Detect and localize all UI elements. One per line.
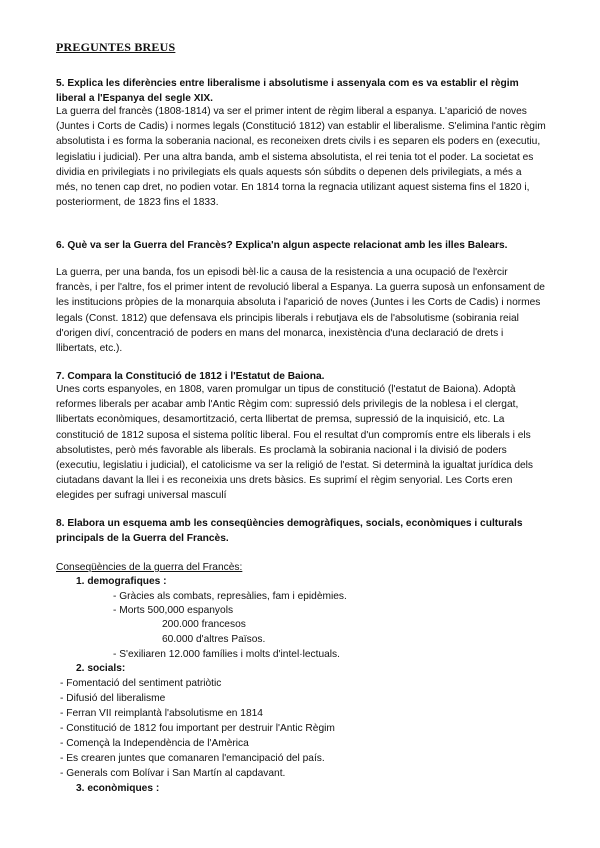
list-item: - Generals com Bolívar i San Martín al capdavant. [60,768,286,779]
answer-7: Unes corts espanyoles, en 1808, varen promulgar un tipus de constitució (l'estatut de Baiona). Adoptà reformes liberals per acabar amb l'Antic Règim com: supressió dels privilegis de la noblesa i el clergat, llibertats econòmiques, desamortització, certa llibertat de premsa, supressió de la inquisició, etc. La constitució de 1812 suposa el sistema polític liberal. Fou el resultat d'un compromís entre els liberals i els absolutistes, però més favorable als liberals. Es proclamà la sobirania nacional i la divisió de poders (executiu, legislatiu i judicial), el catolicisme va ser la religió de l'estat. Si determinà la igualtat jurídica dels ciutadans davant la llei i es reconeixia uns drets bàsics. Es suprimí el règim senyorial. Les Corts eren elegides per sufragi universal masculí [56,384,534,502]
list-item: - Començà la Independència de l'Amèrica [60,738,249,749]
list-item: - Gràcies als combats, represàlies, fam i epidèmies. [113,591,347,602]
question-7: 7. Compara la Constitució de 1812 i l'Estatut de Baiona. [56,371,325,382]
list-item: 200.000 francesos [162,619,246,630]
list-item: - Difusió del liberalisme [60,693,166,704]
list-item: - Fomentació del sentiment patriòtic [60,678,222,689]
list-item: - Morts 500,000 espanyols [113,605,234,616]
list-item: 60.000 d'altres Països. [162,634,266,645]
list-item: - Constitució de 1812 fou important per destruir l'Antic Règim [60,723,335,734]
socials-heading: 2. socials: [76,663,126,674]
economiques-heading: 3. econòmiques : [76,783,160,794]
list-item: - Ferran VII reimplantà l'absolutisme en 1814 [60,708,263,719]
question-5: 5. Explica les diferències entre liberalisme i absolutisme i assenyala com es va establir el règim liberal a l'Espanya del segle XIX. [56,78,519,104]
answer-6: La guerra, per una banda, fos un episodi bèl·lic a causa de la resistencia a una ocupació de l'exèrcir francès, i per l'altre, fos el primer intent de revolució liberal a Espanya. La guerra suposà un enfonsament de les institucions pròpies de la monarquia absoluta i l'aparició de noves (Juntes i les Corts de Cadis) i normes legals (Const. 1812) que defensava els principis liberals i rebutjava els de l'absolutisme (sobirania reial d'origen diví, concentració de poders en mans del monarca, inexistència d'una declaració de drets i llibertats, etc.). [56,267,545,355]
answer-5: La guerra del francès (1808-1814) va ser el primer intent de règim liberal a espanya. L'aparició de noves (Juntes i Corts de Cadis) i normes legals (Constitució 1812) van establir el liberalisme. S'elimina l'antic règim absolutista i es forma la soberania nacional, es reconeixen drets civils i es separen els poders en (executiu, legislatiu i judicial). Per una altra banda, amb el sistema absolutista, el rei tenia tot el poder. La societat es dividia en privilegiats i no privilegiats els quals aquests són súbdits o depenen dels privilegiats, a més a més, no tenen cap dret, no podien votar. En 1814 torna la regnacia utilizant aquest sistema fins el 1820 i, posteriorment, de 1823 fins el 1833. [56,106,546,209]
list-item: - Es crearen juntes que comanaren l'emancipació del país. [60,753,325,764]
question-6: 6. Què va ser la Guerra del Francès? Explica'n algun aspecte relacionat amb les illes Balears. [56,240,508,251]
page-title: PREGUNTES BREUS [56,40,176,54]
consequences-subtitle: Conseqüències de la guerra del Francès: [56,562,243,573]
demografiques-heading: 1. demografiques : [76,576,167,587]
question-8: 8. Elabora un esquema amb les conseqüències demogràfiques, socials, econòmiques i culturals principals de la Guerra del Francès. [56,518,523,544]
list-item: - S'exiliaren 12.000 famílies i molts d'intel·lectuals. [113,649,340,660]
